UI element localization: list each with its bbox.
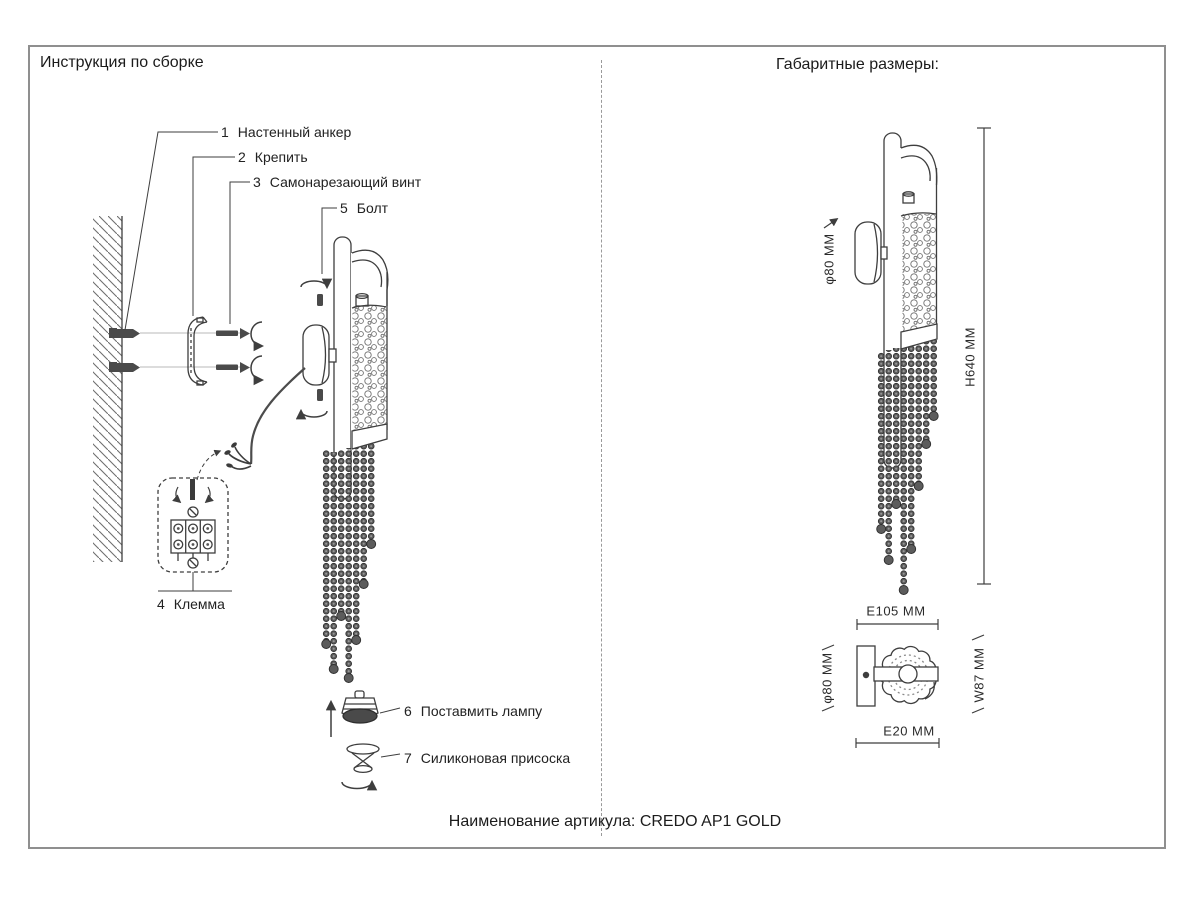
screw-rotation-arrows xyxy=(251,322,262,380)
dimension-canopy-diameter-top: φ80 MM xyxy=(819,652,835,704)
part-number: 2 xyxy=(238,149,246,165)
part-number: 5 xyxy=(340,200,348,216)
part-label-wall-anchor xyxy=(221,124,351,140)
dimension-canopy-diameter-side: φ80 MM xyxy=(821,233,837,285)
wall-canopy-disc xyxy=(303,325,336,385)
dimension-height: H640 MM xyxy=(962,327,978,387)
part-number: 1 xyxy=(221,124,229,140)
left-section-title: Инструкция по сборке xyxy=(40,54,204,71)
wall-hatch xyxy=(93,216,122,562)
part-label-self-tapping-screw xyxy=(253,174,421,190)
power-cable xyxy=(197,368,305,480)
dimension-width: W87 MM xyxy=(971,647,987,703)
mounting-bracket xyxy=(188,317,207,385)
crystal-cascade-dimension xyxy=(877,340,939,595)
part-label-install-lamp xyxy=(404,703,542,719)
part-label-terminal xyxy=(157,596,225,612)
terminal-block xyxy=(158,478,232,591)
part-number: 7 xyxy=(404,750,412,766)
self-tapping-screws xyxy=(216,328,250,373)
article-name: Наименование артикула: CREDO AP1 GOLD xyxy=(448,813,782,830)
crystal-cascade xyxy=(322,442,376,683)
part-label-fasten xyxy=(238,149,308,165)
part-text: Болт xyxy=(356,200,389,216)
part-text: Клемма xyxy=(173,596,225,612)
part-text: Настенный анкер xyxy=(237,124,352,140)
dimension-offset-bottom: E20 MM xyxy=(883,723,935,739)
part-text: Самонарезающий винт xyxy=(269,174,422,190)
lamp-bulb xyxy=(331,691,400,737)
part-label-bolt xyxy=(340,200,388,216)
suction-cup xyxy=(342,744,400,789)
part-number: 4 xyxy=(157,596,165,612)
part-number: 3 xyxy=(253,174,261,190)
part-number: 6 xyxy=(404,703,412,719)
part-text: Поставмить лампу xyxy=(420,703,543,719)
right-section-title: Габаритные размеры: xyxy=(776,56,939,73)
part-text: Крепить xyxy=(254,149,308,165)
height-dimension-line xyxy=(977,128,991,584)
part-label-suction-cup xyxy=(404,750,570,766)
dimension-depth-top: E105 MM xyxy=(866,603,926,619)
part-text: Силиконовая присоска xyxy=(420,750,571,766)
